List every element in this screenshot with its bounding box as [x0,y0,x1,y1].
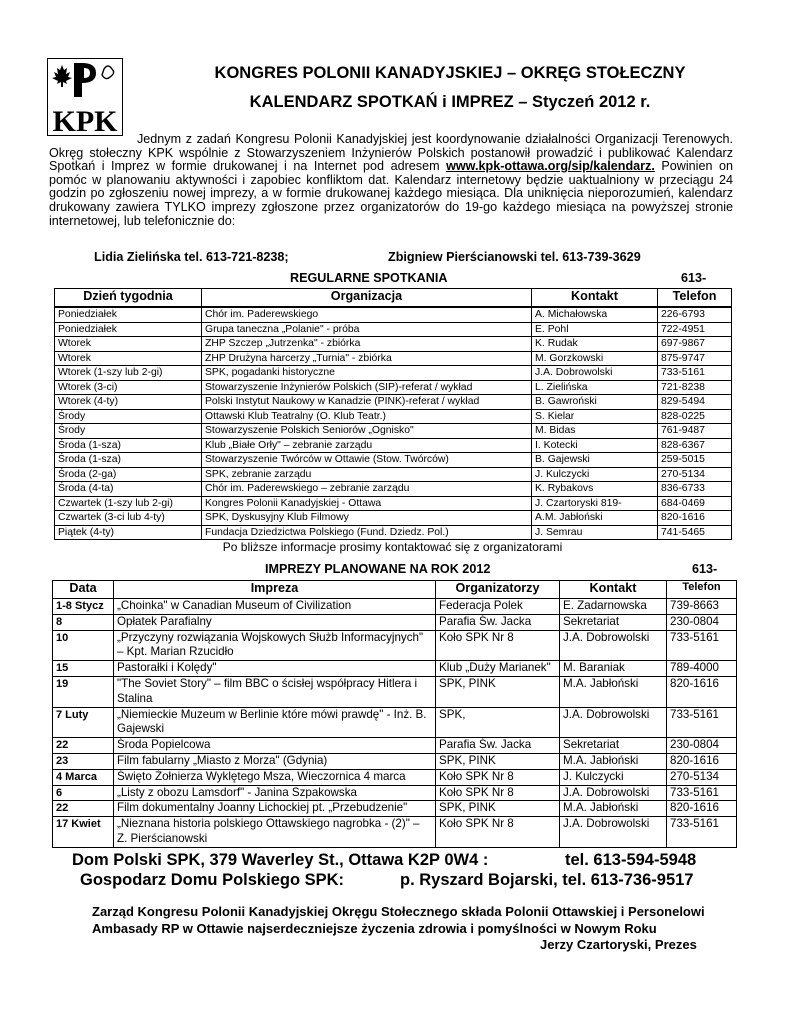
table-row [55,453,732,468]
table-cell: Wtorek (3-ci) [55,380,202,395]
table-row [53,599,737,615]
footer-address-phone: tel. 613-594-5948 [565,851,697,869]
table-row [55,467,732,482]
table-cell: K. Rudak [532,337,658,352]
signature: Jerzy Czartoryski, Prezes [540,937,697,952]
table-row [55,424,732,439]
table-row [53,753,737,769]
table-cell: 22 [53,738,114,754]
table-cell: 684-0469 [658,496,732,511]
table-row [53,801,737,817]
footer-address: Dom Polski SPK, 379 Waverley St., Ottawa K2P 0W4 : [72,851,489,869]
table-cell: 4 Marca [53,769,114,785]
table-cell: I. Kotecki [532,438,658,453]
table-row [53,614,737,630]
table-cell: 22 [53,801,114,817]
table-cell: „Listy z obozu Lamsdorf" - Janina Szpakowska [114,785,436,801]
footer-host-label: Gospodarz Domu Polskiego SPK: [80,871,345,889]
table-cell: 761-9487 [658,424,732,439]
table-cell: Film dokumentalny Joanny Lichockiej pt. „Przebudzenie" [114,801,436,817]
regular-meetings-table [54,288,732,540]
svg-text:KPK: KPK [52,105,118,135]
table-cell: 820-1616 [658,511,732,526]
col-header-organization: Organizacja [202,289,532,308]
table-row [55,380,732,395]
table-cell: Środa Popielcowa [114,738,436,754]
kpk-logo [47,58,123,136]
table-header-row [55,289,732,308]
table-cell: 230-0804 [667,738,737,754]
table-cell: Grupa taneczna „Polanie" - próba [202,322,532,337]
table-cell: Stowarzyszenie Inżynierów Polskich (SIP)-referat / wykład [202,380,532,395]
table-cell: E. Pohl [532,322,658,337]
col-header-contact: Kontakt [532,289,658,308]
table-cell: J.A. Dobrowolski [560,785,667,801]
table-cell: 739-8663 [667,599,737,615]
table-cell: Parafia Św. Jacka [436,738,560,754]
table-cell: J.A. Dobrowolski [532,366,658,381]
table-cell: SPK, PINK [436,676,560,707]
table-cell: „Choinka" w Canadian Museum of Civilization [114,599,436,615]
table-row [55,395,732,410]
table-cell: Stowarzyszenie Polskich Seniorów „Ognisko" [202,424,532,439]
table-cell: 875-9747 [658,351,732,366]
table-cell: Federacja Polek [436,599,560,615]
table-cell: 230-0804 [667,614,737,630]
regular-section-title: REGULARNE SPOTKANIA [290,271,448,285]
table-cell: J.A. Dobrowolski [560,630,667,661]
table-cell: SPK, Dyskusyjny Klub Filmowy [202,511,532,526]
table-cell: Środa (4-ta) [55,482,202,497]
col-header-phone: Telefon [667,581,737,599]
table-row [53,630,737,661]
table-cell: Czwartek (1-szy lub 2-gi) [55,496,202,511]
table-cell: Poniedziałek [55,307,202,322]
table-cell: Kongres Polonii Kanadyjskiej - Ottawa [202,496,532,511]
table-cell: Pastorałki i Kolędy" [114,661,436,677]
table-cell: Czwartek (3-ci lub 4-ty) [55,511,202,526]
table-cell: Film fabularny „Miasto z Morza" (Gdynia) [114,753,436,769]
page-subtitle: KALENDARZ SPOTKAŃ i IMPREZ – Styczeń 2012 r. [249,93,651,111]
table-cell: Koło SPK Nr 8 [436,785,560,801]
table-cell: Klub „Białe Orły" – zebranie zarządu [202,438,532,453]
table-cell: 23 [53,753,114,769]
table-cell: 8 [53,614,114,630]
table-cell: 733-5161 [667,707,737,738]
footer-host: p. Ryszard Bojarski, tel. 613-736-9517 [400,871,694,889]
events-phone-prefix: 613- [692,562,718,576]
table-cell: 733-5161 [658,366,732,381]
table-cell: 10 [53,630,114,661]
col-header-phone: Telefon [658,289,732,308]
table-cell: S. Kielar [532,409,658,424]
table-cell: 836-6733 [658,482,732,497]
table-cell: K. Rybakovs [532,482,658,497]
table-cell: Środy [55,424,202,439]
table-cell: Piątek (4-ty) [55,525,202,540]
table-cell: J. Czartoryski 819- [532,496,658,511]
table-cell: B. Gawroński [532,395,658,410]
table-cell: 741-5465 [658,525,732,540]
table-cell: ZHP Drużyna harcerzy „Turnia" - zbiórka [202,351,532,366]
table-cell: Ottawski Klub Teatralny (O. Klub Teatr.) [202,409,532,424]
table-cell: 7 Luty [53,707,114,738]
intro-paragraph: Jednym z zadań Kongresu Polonii Kanadyjskiej jest koordynowanie działalności Organizacji Terenowych. Okręg stołeczny KPK wspólnie z Stowarzyszeniem Inżynierów Polskich postanowił prowadzić i publikować Kalendarz Spotkań i Imprez w formie drukowanej i na Internet pod adresem www.kpk-ottawa.org/sip/kalendarz. Powinien on pomóc w planowaniu aktywności i zapobiec konfliktom dat. Kalendarz internetowy będzie uaktualniony w przeciągu 24 godzin po zgłoszeniu nowej imprezy, a w formie drukowanej każdego miesiąca. Dla uniknięcia nieporozumień, kalendarz drukowany zawiera TYLKO imprezy zgłoszone przez organizatorów do 19-go każdego miesiąca na powyższej stronie internetowej, lub telefonicznie do: [49,132,733,228]
table-cell: M.A. Jabłoński [560,801,667,817]
table-row [53,785,737,801]
table-cell: Polski Instytut Naukowy w Kanadzie (PINK)-referat / wykład [202,395,532,410]
contact-person-2: Zbigniew Pierścianowski tel. 613-739-3629 [388,250,641,264]
table-cell: M.A. Jabłoński [560,753,667,769]
table-row [53,817,737,848]
table-cell: J. Kulczycki [560,769,667,785]
table-cell: 259-5015 [658,453,732,468]
table-row [55,438,732,453]
events-section-title: IMPREZY PLANOWANE NA ROK 2012 [265,562,491,576]
table-cell: B. Gajewski [532,453,658,468]
contact-note: Po bliższe informacje prosimy kontaktować się z organizatorami [222,540,563,554]
table-row [55,366,732,381]
table-cell: Środa (1-sza) [55,438,202,453]
table-cell: 697-9867 [658,337,732,352]
table-row [55,511,732,526]
col-header-organizers: Organizatorzy [436,581,560,599]
table-cell: Stowarzyszenie Twórców w Ottawie (Stow. Twórców) [202,453,532,468]
table-cell: Chór im. Paderewskiego [202,307,532,322]
table-cell: J.A. Dobrowolski [560,817,667,848]
table-cell: 15 [53,661,114,677]
table-cell: 733-5161 [667,630,737,661]
table-cell: Fundacja Dziedzictwa Polskiego (Fund. Dziedz. Pol.) [202,525,532,540]
table-cell: 722-4951 [658,322,732,337]
col-header-day: Dzień tygodnia [55,289,202,308]
table-cell: 828-0225 [658,409,732,424]
table-cell: Święto Żołnierza Wyklętego Msza, Wieczornica 4 marca [114,769,436,785]
table-cell: Środy [55,409,202,424]
table-cell: 6 [53,785,114,801]
table-cell: A. Michałowska [532,307,658,322]
table-cell: „Niemieckie Muzeum w Berlinie które mówi prawdę" - Inż. B. Gajewski [114,707,436,738]
table-row [55,482,732,497]
table-cell: 820-1616 [667,676,737,707]
table-cell: Klub „Duży Marianek" [436,661,560,677]
table-cell: 270-5134 [667,769,737,785]
table-cell: 829-5494 [658,395,732,410]
table-cell: 1-8 Stycz [53,599,114,615]
table-row [55,525,732,540]
table-cell: Wtorek [55,351,202,366]
table-cell: M.A. Jabłoński [560,676,667,707]
table-cell: A.M. Jabłoński [532,511,658,526]
table-row [53,738,737,754]
table-cell: 820-1616 [667,801,737,817]
table-row [55,307,732,322]
page-title: KONGRES POLONII KANADYJSKIEJ – OKRĘG STOŁECZNY [214,64,686,82]
table-row [55,322,732,337]
table-cell: J. Semrau [532,525,658,540]
table-cell: SPK, PINK [436,753,560,769]
table-cell: 721-8238 [658,380,732,395]
table-cell: SPK, pogadanki historyczne [202,366,532,381]
table-cell: Sekretariat [560,738,667,754]
table-row [53,676,737,707]
contact-person-1: Lidia Zielińska tel. 613-721-8238; [94,250,289,264]
col-header-event: Impreza [114,581,436,599]
table-cell: 733-5161 [667,785,737,801]
table-cell: 828-6367 [658,438,732,453]
table-cell: 789-4000 [667,661,737,677]
table-cell: "The Soviet Story" – film BBC o ścisłej współpracy Hitlera i Stalina [114,676,436,707]
table-cell: L. Zielińska [532,380,658,395]
table-cell: Koło SPK Nr 8 [436,817,560,848]
table-cell: SPK, zebranie zarządu [202,467,532,482]
table-cell: Opłatek Parafialny [114,614,436,630]
table-row [53,707,737,738]
table-cell: 19 [53,676,114,707]
table-cell: 820-1616 [667,753,737,769]
table-cell: M. Baraniak [560,661,667,677]
table-row [53,661,737,677]
table-cell: Środa (1-sza) [55,453,202,468]
table-cell: Parafia Św. Jacka [436,614,560,630]
table-cell: Wtorek [55,337,202,352]
table-cell: „Przyczyny rozwiązania Wojskowych Służb Informacyjnych" – Kpt. Marian Rzucidło [114,630,436,661]
table-row [55,409,732,424]
table-cell: Koło SPK Nr 8 [436,769,560,785]
table-cell: Chór im. Paderewskiego – zebranie zarządu [202,482,532,497]
table-cell: Poniedziałek [55,322,202,337]
table-cell: SPK, PINK [436,801,560,817]
table-cell: Wtorek (4-ty) [55,395,202,410]
table-cell: Wtorek (1-szy lub 2-gi) [55,366,202,381]
table-cell: Koło SPK Nr 8 [436,630,560,661]
table-header-row [53,581,737,599]
table-cell: J. Kulczycki [532,467,658,482]
table-row [55,496,732,511]
table-cell: 270-5134 [658,467,732,482]
col-header-contact: Kontakt [560,581,667,599]
table-cell: Sekretariat [560,614,667,630]
events-table [52,580,737,848]
table-cell: J.A. Dobrowolski [560,707,667,738]
table-row [55,337,732,352]
calendar-link[interactable]: www.kpk-ottawa.org/sip/kalendarz. [446,159,655,174]
table-row [55,351,732,366]
col-header-date: Data [53,581,114,599]
greeting-text: Zarząd Kongresu Polonii Kanadyjskiej Okręgu Stołecznego składa Polonii Ottawskiej i Personelowi Ambasady RP w Ottawie najserdeczniejsze życzenia zdrowia i pomyślności w Nowym Roku [92,904,705,936]
table-cell: „Nieznana historia polskiego Ottawskiego nagrobka - (2)" – Z. Pierścianowski [114,817,436,848]
table-cell: SPK, [436,707,560,738]
regular-phone-prefix: 613- [681,271,707,285]
table-cell: 17 Kwiet [53,817,114,848]
table-cell: M. Bidas [532,424,658,439]
table-row [53,769,737,785]
table-cell: M. Gorzkowski [532,351,658,366]
maple-leaf-icon [48,59,122,135]
table-cell: 733-5161 [667,817,737,848]
table-cell: ZHP Szczep „Jutrzenka" - zbiórka [202,337,532,352]
table-cell: E. Zadarnowska [560,599,667,615]
table-cell: 226-6793 [658,307,732,322]
table-cell: Środa (2-ga) [55,467,202,482]
